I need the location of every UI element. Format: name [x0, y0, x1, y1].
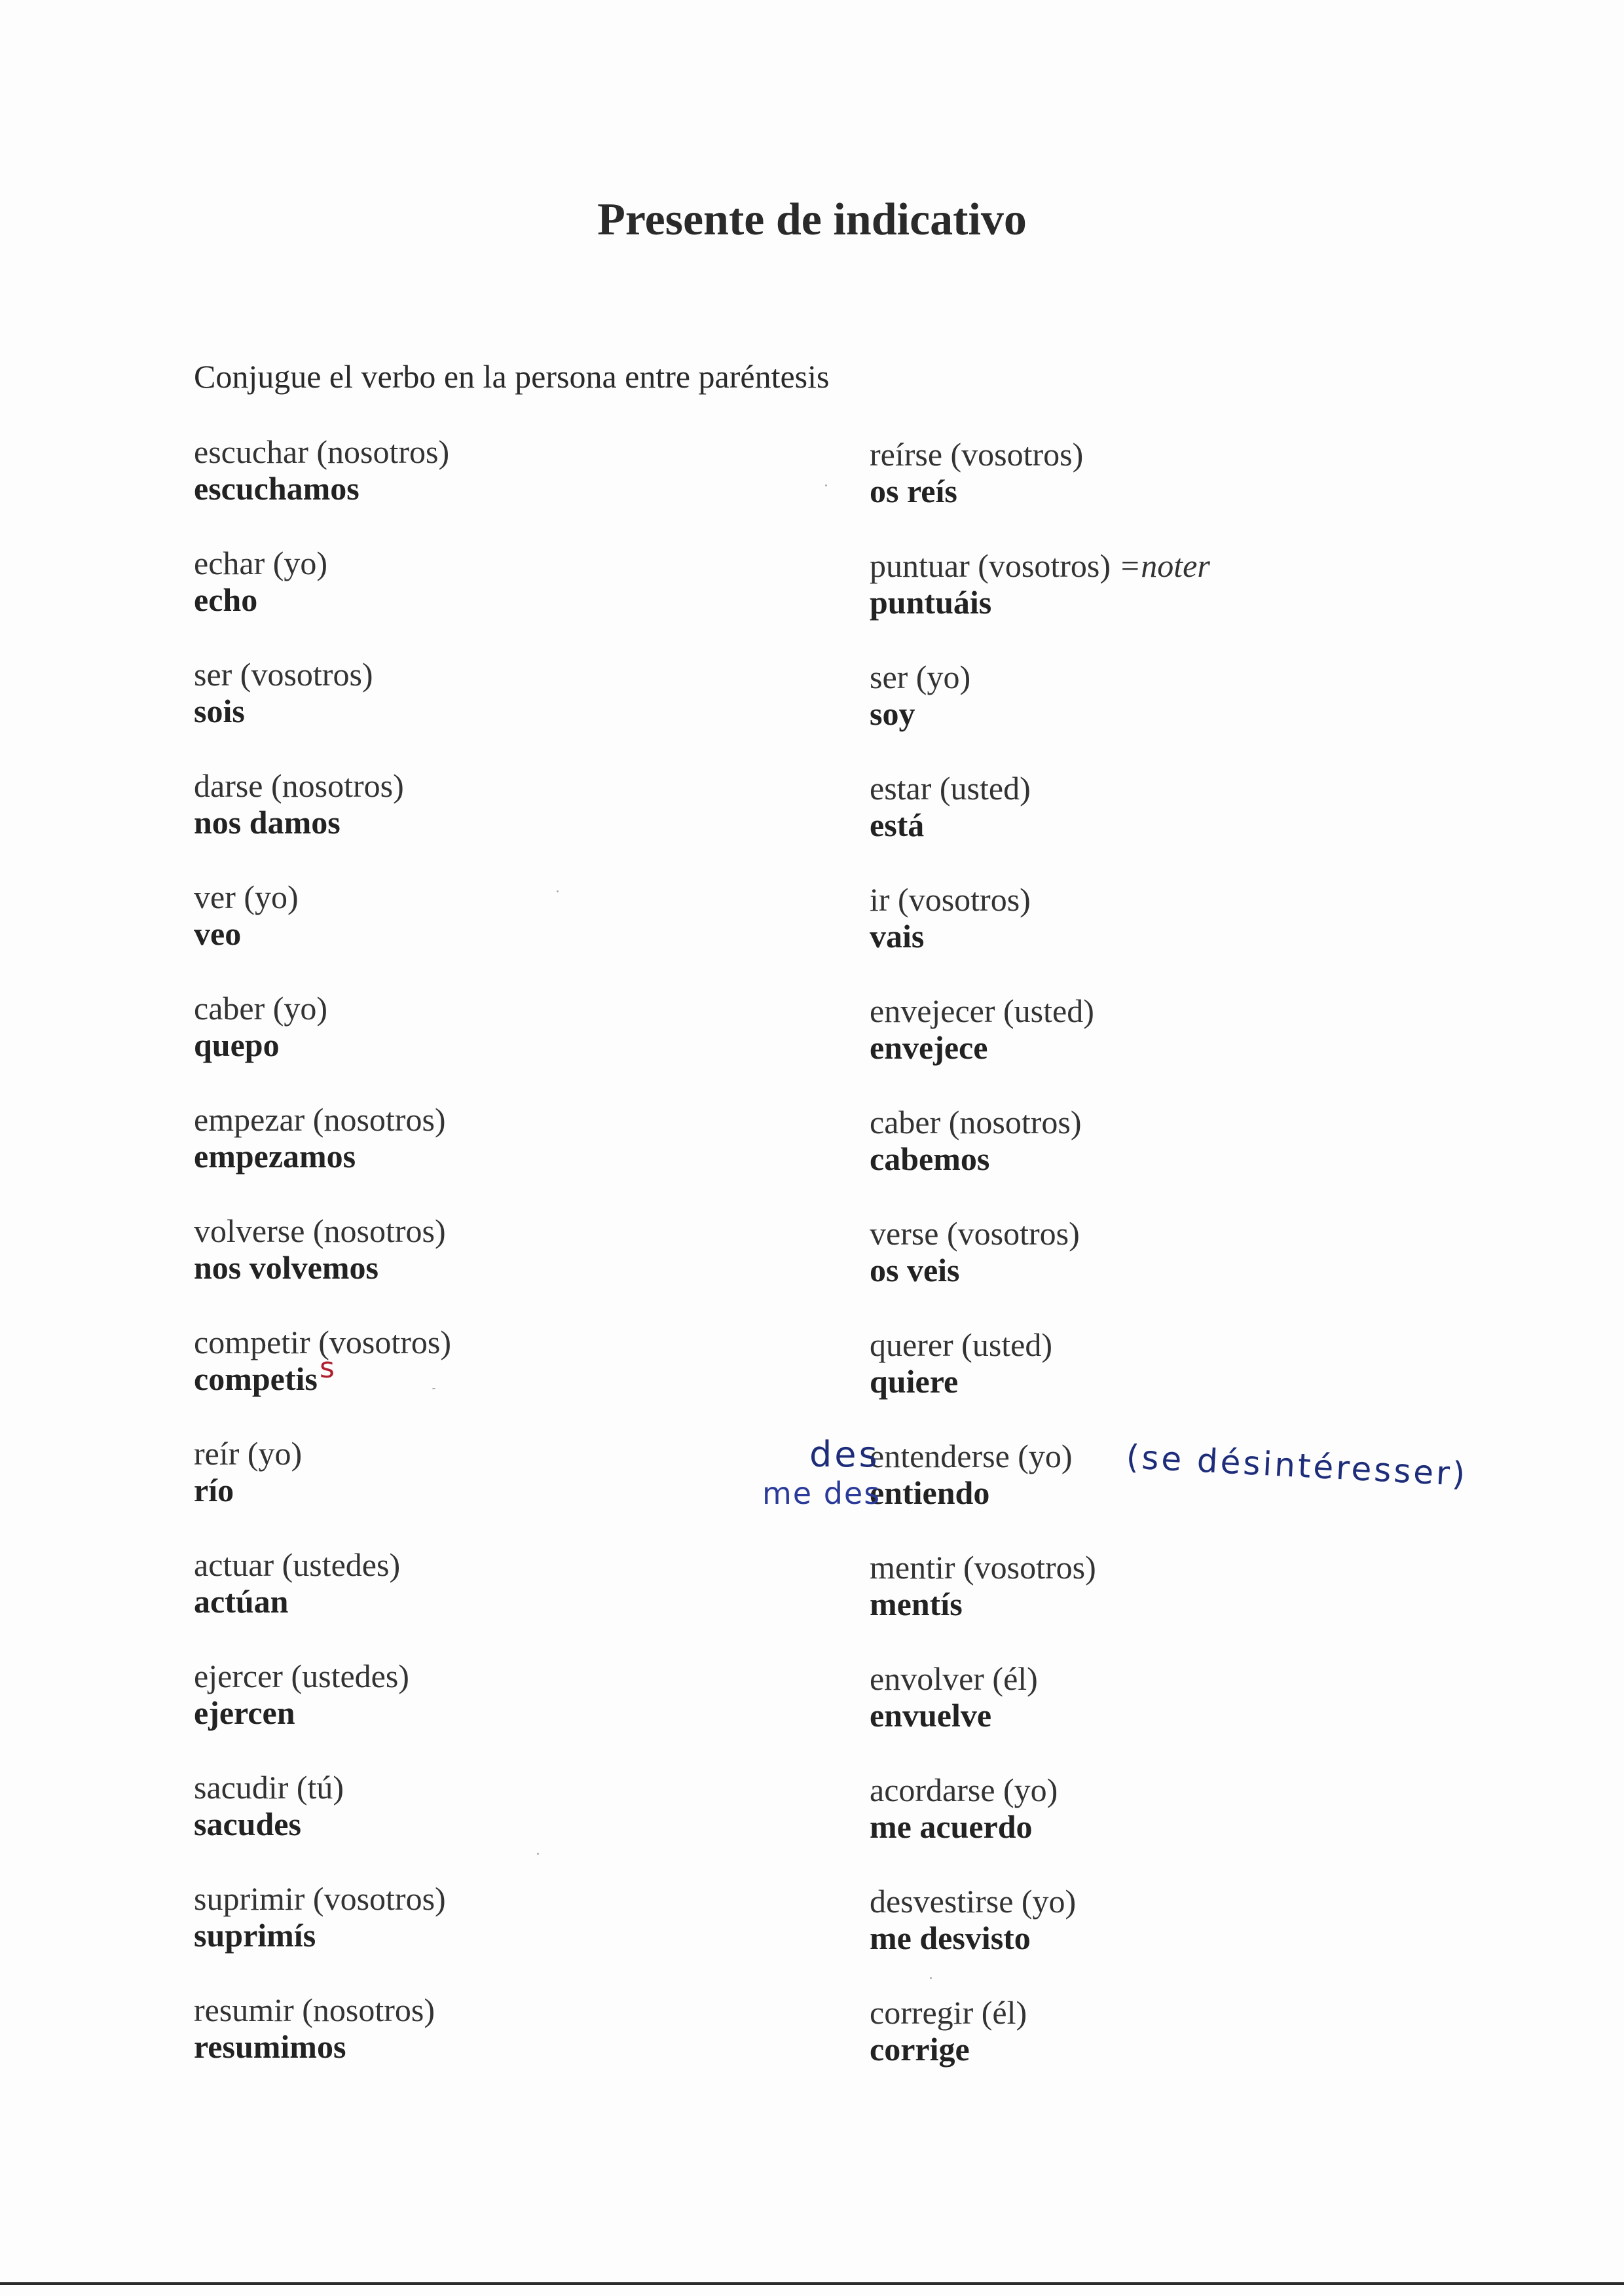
scan-speck — [432, 1388, 435, 1389]
verb-prompt: reírse (vosotros) — [870, 436, 1084, 473]
verb-prompt: ser (yo) — [870, 659, 971, 695]
verb-answer: ejercen — [194, 1694, 295, 1731]
verb-prompt — [870, 547, 1459, 584]
verb-answer: cabemos — [870, 1140, 990, 1177]
verb-answer: me desvisto — [870, 1920, 1031, 1956]
verb-prompt: darse (nosotros) — [194, 767, 404, 804]
list-item — [870, 1883, 1459, 1956]
verb-prompt: estar (usted) — [870, 770, 1031, 807]
verb-prompt: envolver (él) — [870, 1660, 1038, 1697]
scan-speck — [930, 1977, 932, 1979]
verb-answer: echo — [194, 581, 258, 618]
verb-prompt: caber (nosotros) — [870, 1104, 1082, 1140]
list-item — [194, 1212, 783, 1286]
verb-prompt-text: puntuar (vosotros) — [870, 547, 1111, 584]
list-item — [870, 770, 1459, 843]
list-item — [870, 1994, 1459, 2068]
verb-prompt: ejercer (ustedes) — [194, 1658, 409, 1694]
verb-answer: nos volvemos — [194, 1249, 378, 1286]
list-item — [194, 879, 783, 952]
verb-prompt: suprimir (vosotros) — [194, 1880, 446, 1917]
list-item — [194, 1658, 783, 1731]
verb-answer: sois — [194, 693, 245, 729]
handwritten-prefix-answer: me des — [762, 1476, 881, 1511]
handwritten-correction: s — [320, 1351, 337, 1385]
verb-answer: mentís — [870, 1586, 963, 1622]
list-item — [870, 993, 1459, 1066]
verb-answer: corrige — [870, 2031, 970, 2068]
verb-prompt: competir (vosotros) — [194, 1324, 451, 1360]
verb-answer: entiendo — [870, 1474, 990, 1511]
verb-prompt: desvestirse (yo) — [870, 1883, 1077, 1920]
verb-prompt: escuchar (nosotros) — [194, 433, 450, 470]
handwritten-prefix-prompt: des — [809, 1434, 880, 1475]
verb-prompt: actuar (ustedes) — [194, 1546, 401, 1583]
verb-prompt: reír (yo) — [194, 1435, 303, 1472]
verb-answer: os reís — [870, 473, 957, 509]
verb-answer: resumimos — [194, 2028, 346, 2065]
verb-prompt: volverse (nosotros) — [194, 1212, 446, 1249]
list-item — [194, 1769, 783, 1842]
list-item — [194, 1101, 783, 1175]
list-item — [194, 767, 783, 841]
verb-prompt: resumir (nosotros) — [194, 1992, 435, 2028]
verb-answer: río — [194, 1472, 234, 1508]
list-item — [870, 1772, 1459, 1845]
verb-prompt: empezar (nosotros) — [194, 1101, 446, 1138]
verb-answer: actúan — [194, 1583, 289, 1620]
verb-prompt: entenderse (yo) — [870, 1438, 1073, 1474]
list-item — [870, 881, 1459, 955]
verb-answer: envuelve — [870, 1697, 992, 1734]
handwritten-translation: (se désintéresser) — [1125, 1438, 1469, 1494]
verb-prompt: ir (vosotros) — [870, 881, 1031, 918]
verb-answer: envejece — [870, 1029, 988, 1066]
verb-answer: vais — [870, 918, 925, 955]
list-item — [194, 1324, 783, 1397]
verb-answer: quepo — [194, 1027, 280, 1063]
list-item — [194, 1992, 783, 2065]
verb-answer: puntuáis — [870, 584, 992, 621]
list-item — [870, 1660, 1459, 1734]
scan-edge — [0, 2282, 1624, 2285]
scan-speck — [537, 1853, 539, 1855]
instruction: Conjugue el verbo en la persona entre paréntesis — [194, 358, 830, 395]
verb-answer: nos damos — [194, 804, 341, 841]
verb-prompt: sacudir (tú) — [194, 1769, 344, 1806]
list-item — [194, 656, 783, 729]
verb-prompt: querer (usted) — [870, 1326, 1053, 1363]
list-item — [870, 1326, 1459, 1400]
verb-prompt: envejecer (usted) — [870, 993, 1094, 1029]
list-item — [194, 1546, 783, 1620]
list-item — [870, 547, 1459, 621]
verb-answer: competis — [194, 1360, 318, 1397]
verb-prompt: mentir (vosotros) — [870, 1549, 1096, 1586]
verb-answer: empezamos — [194, 1138, 356, 1175]
list-item — [870, 436, 1459, 509]
list-item — [870, 1549, 1459, 1622]
verb-answer: suprimís — [194, 1917, 316, 1954]
verb-answer: sacudes — [194, 1806, 301, 1842]
page-title: Presente de indicativo — [597, 194, 1027, 245]
verb-answer: está — [870, 807, 925, 843]
verb-prompt: verse (vosotros) — [870, 1215, 1080, 1252]
list-item — [870, 1215, 1459, 1288]
verb-prompt: echar (yo) — [194, 545, 328, 581]
verb-answer: escuchamos — [194, 470, 360, 507]
verb-answer: veo — [194, 915, 242, 952]
list-item — [194, 990, 783, 1063]
verb-prompt: ver (yo) — [194, 879, 299, 915]
list-item — [194, 1435, 783, 1508]
list-item — [870, 1104, 1459, 1177]
verb-answer: me acuerdo — [870, 1808, 1033, 1845]
verb-answer: os veis — [870, 1252, 960, 1288]
verb-answer: quiere — [870, 1363, 959, 1400]
scan-speck — [825, 484, 827, 486]
list-item — [194, 433, 783, 507]
verb-prompt: acordarse (yo) — [870, 1772, 1058, 1808]
translation-note: =noter — [1111, 547, 1210, 584]
verb-prompt: caber (yo) — [194, 990, 328, 1027]
verb-prompt: ser (vosotros) — [194, 656, 373, 693]
verb-prompt: corregir (él) — [870, 1994, 1027, 2031]
verb-answer: soy — [870, 695, 915, 732]
list-item — [194, 545, 783, 618]
scan-speck — [557, 890, 559, 892]
list-item — [870, 659, 1459, 732]
list-item — [194, 1880, 783, 1954]
